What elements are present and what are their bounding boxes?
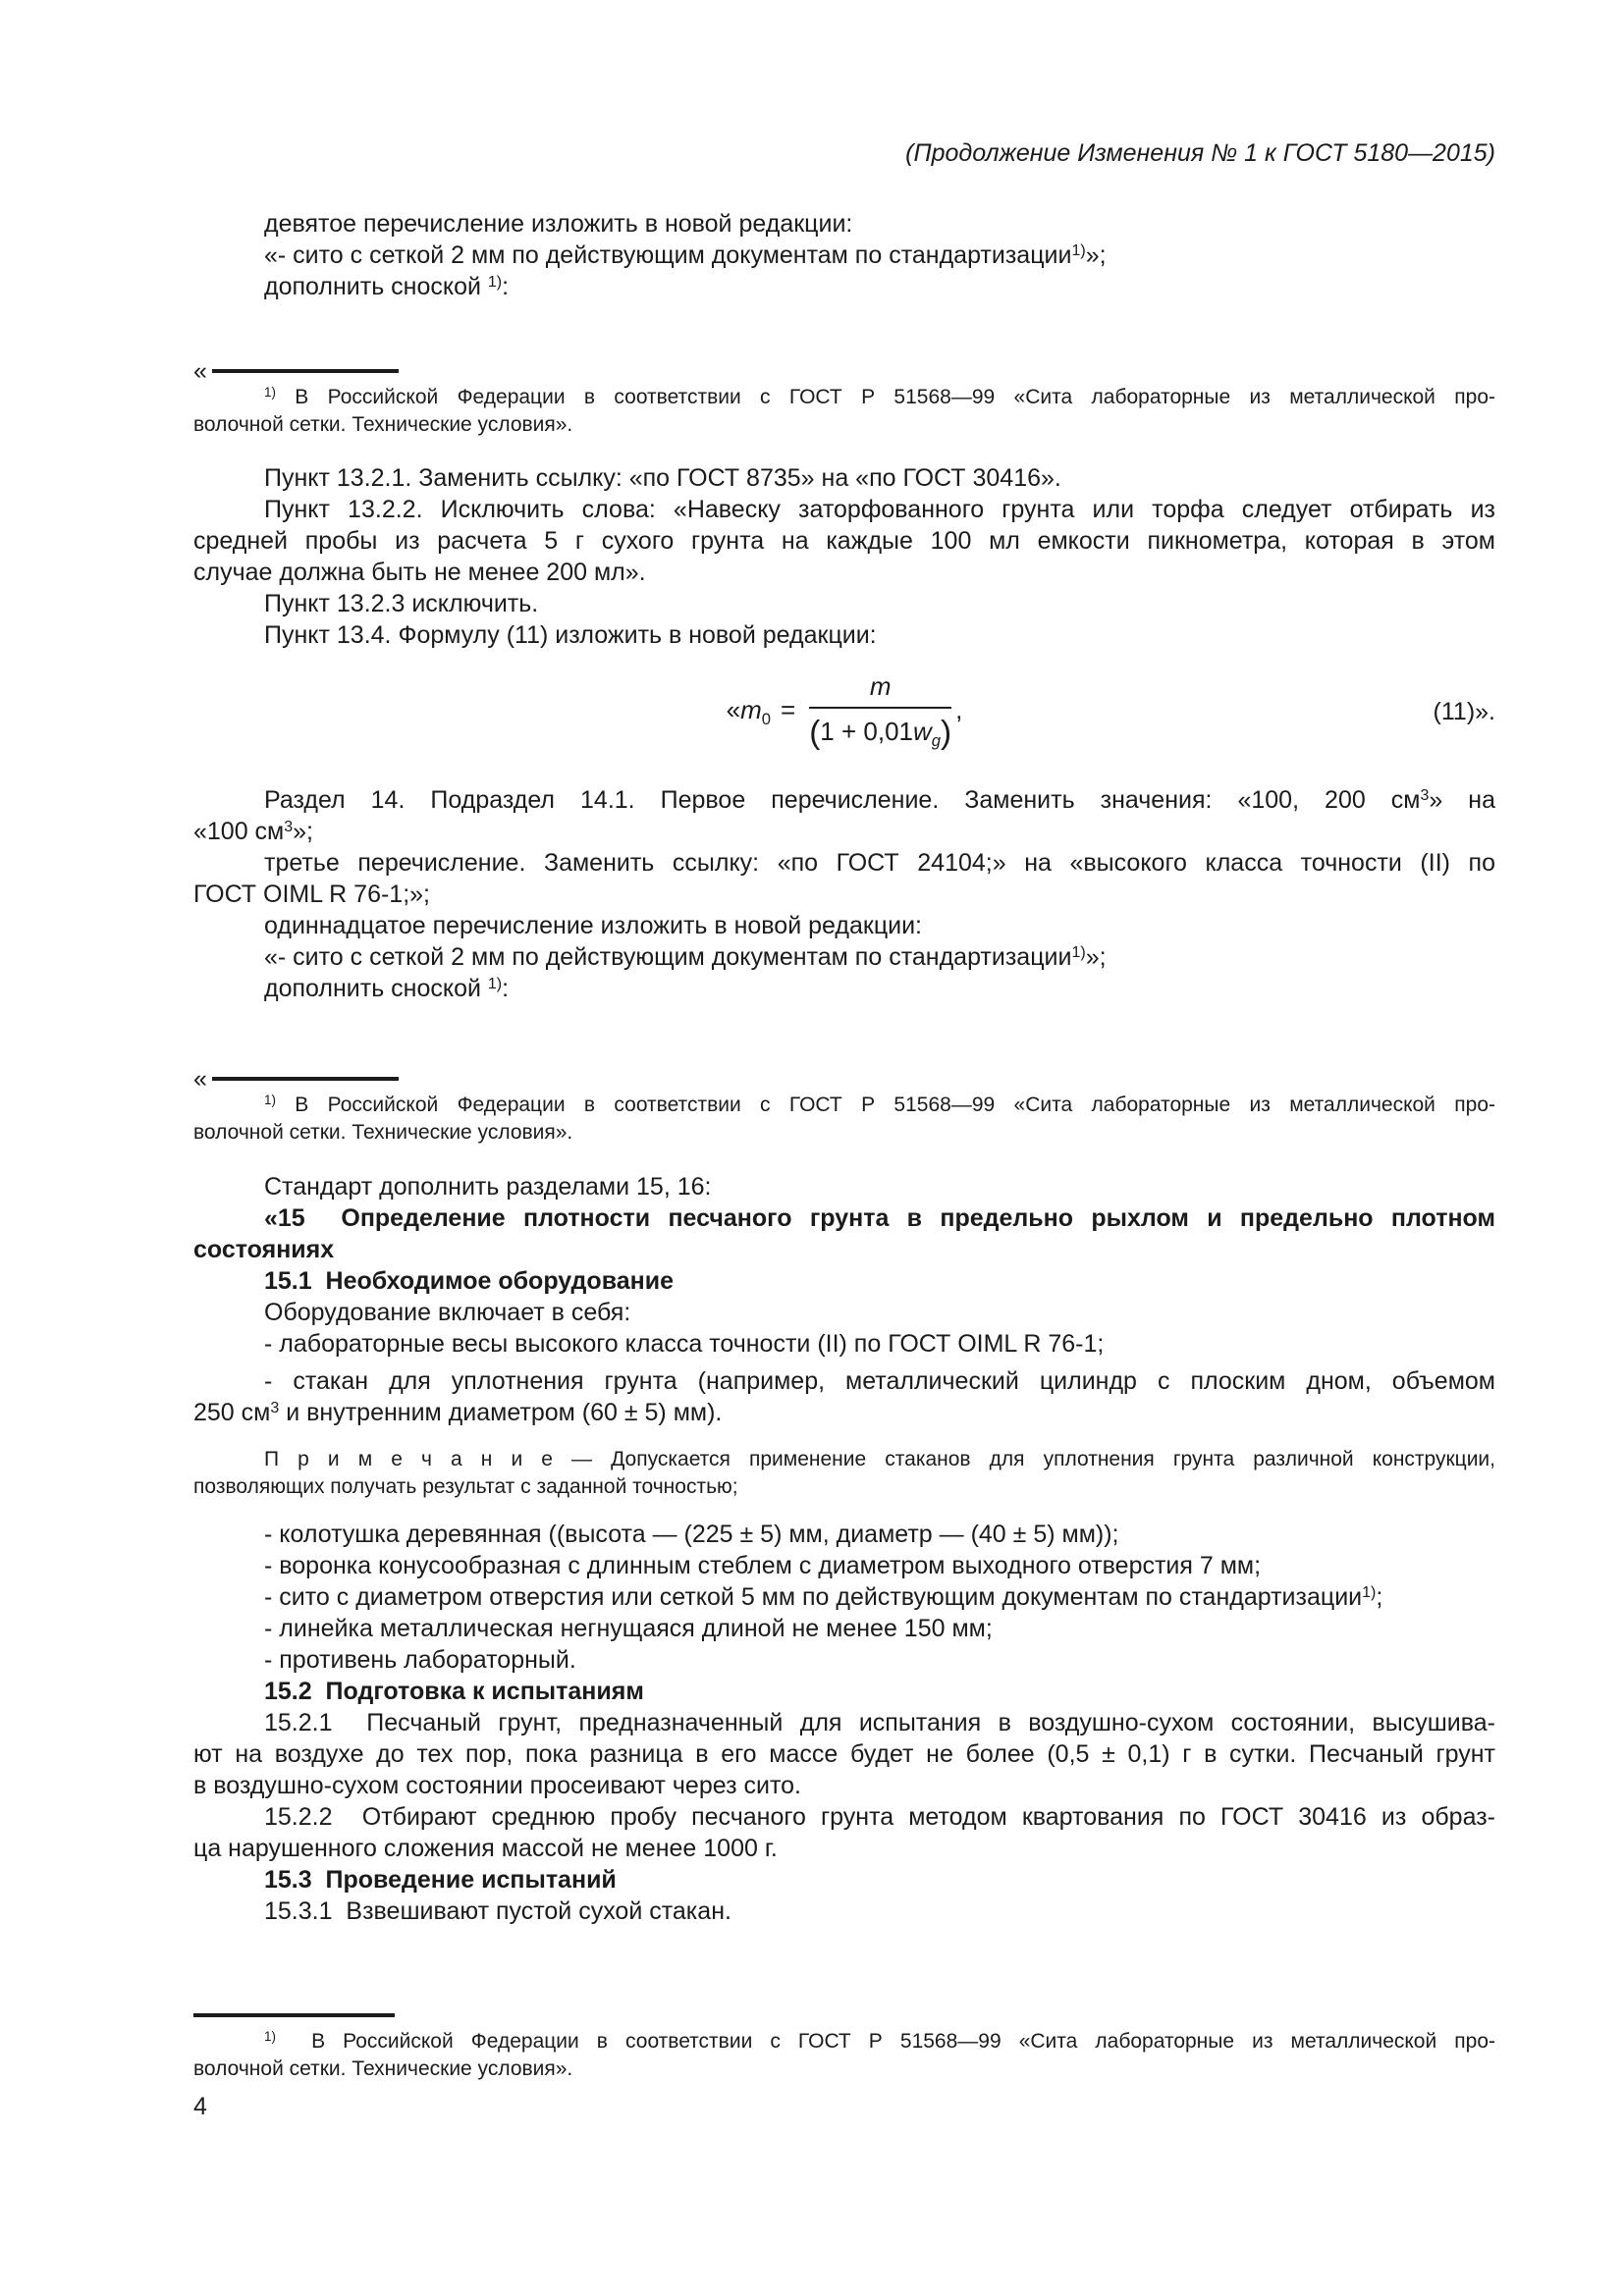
text-line: средней пробы из расчета 5 г сухого грунта на каждые 100 мл емкости пикнометра, которая в этом xyxy=(193,527,1495,555)
text-segment: В Российской Федерации в соответствии с ГОСТ Р 51568—99 «Сита лабораторные из металлической про- xyxy=(275,2030,1495,2053)
text-line: ют на воздухе до тех пор, пока разница в его массе будет не более (0,5 ± 0,1) г в сутки. Песчаный грунт xyxy=(193,1740,1495,1768)
paragraph xyxy=(193,784,1495,816)
formula-subscript-var: g xyxy=(931,730,942,750)
paragraph xyxy=(193,271,1495,302)
list-item: - линейка металлическая негнущаяся длиной не менее 150 мм; xyxy=(264,1615,993,1642)
subsection-heading: 15.2 Подготовка к испытаниям xyxy=(264,1678,644,1705)
text-segment: Раздел 14. Подраздел 14.1. Первое перечисление. Заменить значения: «100, 200 см xyxy=(264,786,1421,814)
footnote-text: волочной сетки. Технические условия». xyxy=(193,413,573,436)
fraction xyxy=(809,670,951,753)
paragraph xyxy=(193,1801,1495,1864)
footnote-ref: 1) xyxy=(1071,241,1086,259)
paragraph xyxy=(193,847,1495,910)
superscript: 3 xyxy=(270,1399,280,1416)
running-header: (Продолжение Изменения № 1 к ГОСТ 5180—2015) xyxy=(905,139,1495,167)
paragraph: Оборудование включает в себя: xyxy=(264,1299,631,1326)
text-line: позволяющих получать результат с заданной точностью; xyxy=(193,1475,738,1498)
paragraph: Пункт 13.2.3 исключить. xyxy=(264,590,539,617)
superscript: 3 xyxy=(1420,786,1430,804)
list-item: - колотушка деревянная ((высота — (225 ± 5) мм, диаметр — (40 ± 5) мм)); xyxy=(264,1521,1119,1548)
text-line: третье перечисление. Заменить ссылку: «по ГОСТ 24104;» на «высокого класса точности (II) по xyxy=(264,849,1495,877)
footnote-text xyxy=(193,2028,1495,2056)
text-segment: дополнить сноской xyxy=(264,273,488,300)
text-segment: «- сито с сеткой 2 мм по действующим документам по стандартизации xyxy=(264,943,1072,971)
footnote-block-3 xyxy=(193,2002,1495,2083)
footnote-ref: 1) xyxy=(1362,1583,1377,1601)
text-segment: ; xyxy=(1376,1583,1383,1611)
footnote-ref: 1) xyxy=(487,273,503,291)
formula-variable: w xyxy=(913,716,932,746)
text-column xyxy=(193,0,1495,2122)
formula-body xyxy=(193,670,1495,753)
separator-line xyxy=(212,369,399,373)
subsection-heading: 15.3 Проведение испытаний xyxy=(264,1866,617,1894)
text-segment: «- сито с сеткой 2 мм по действующим документам по стандартизации xyxy=(264,241,1072,269)
paragraph: девятое перечисление изложить в новой редакции: xyxy=(264,210,853,238)
fraction-denominator xyxy=(809,708,951,753)
formula-variable: m xyxy=(740,694,762,724)
formula-subscript xyxy=(932,731,941,750)
footnote-text: волочной сетки. Технические условия». xyxy=(193,2057,573,2080)
superscript: 3 xyxy=(284,818,294,835)
equation-number: (11)». xyxy=(1433,698,1495,725)
text-line: Пункт 13.2.2. Исключить слова: «Навеску заторфованного грунта или торфа следует отбирать из xyxy=(264,496,1495,523)
text-segment: »; xyxy=(1085,241,1107,269)
text-segment: , xyxy=(955,694,963,724)
text-segment: « xyxy=(726,694,741,724)
text-segment: В Российской Федерации в соответствии с ГОСТ Р 51568—99 «Сита лабораторные из металлической про- xyxy=(275,1094,1495,1116)
footnote-block-2 xyxy=(193,1066,1495,1147)
separator-line xyxy=(193,2013,395,2017)
footnote-ref: 1) xyxy=(264,1093,276,1108)
list-item: - лабораторные весы высокого класса точности (II) по ГОСТ OIML R 76-1; xyxy=(264,1330,1105,1358)
paragraph xyxy=(193,494,1495,588)
text-line: 15.2.1 Песчаный грунт, предназначенный для испытания в воздушно-сухом состоянии, высушива- xyxy=(264,1709,1495,1736)
text-segment: 1 + 0,01 xyxy=(820,716,913,746)
formula-variable: m xyxy=(869,670,892,701)
text-segment: : xyxy=(502,975,510,1002)
equals-sign: = xyxy=(781,694,796,724)
text-segment: 250 см xyxy=(193,1399,271,1426)
paragraph xyxy=(193,1707,1495,1801)
footnote-separator xyxy=(193,2002,1495,2028)
footnote-ref: 1) xyxy=(487,975,503,992)
paragraph xyxy=(193,240,1495,271)
page-number: 4 xyxy=(193,2093,207,2120)
text-segment: » на xyxy=(1429,786,1495,814)
text-segment: »; xyxy=(293,818,314,845)
list-item: - воронка конусообразная с длинным стеблем с диаметром выходного отверстия 7 мм; xyxy=(264,1552,1262,1579)
text-line: «15 Определение плотности песчаного грунта в предельно рыхлом и предельно плотном xyxy=(264,1204,1495,1232)
list-item xyxy=(193,1581,1495,1613)
footnote-ref: 1) xyxy=(264,385,276,400)
section-heading xyxy=(193,1202,1495,1265)
paren-close: ) xyxy=(941,714,952,751)
paragraph xyxy=(193,973,1495,1004)
list-item xyxy=(193,1365,1495,1428)
formula-subscript: 0 xyxy=(761,710,772,729)
list-item: - противень лабораторный. xyxy=(264,1646,576,1674)
paragraph: Пункт 13.2.1. Заменить ссылку: «по ГОСТ 8735» на «по ГОСТ 30416». xyxy=(264,464,1061,492)
text-segment: : xyxy=(502,273,510,300)
paragraph: Пункт 13.4. Формулу (11) изложить в новой редакции: xyxy=(264,621,877,649)
text-segment: и внутренним диаметром (60 ± 5) мм). xyxy=(279,1399,723,1426)
footnote-text xyxy=(193,384,1495,411)
footnote-separator xyxy=(193,1066,1495,1092)
text-segment: дополнить сноской xyxy=(264,975,488,1002)
footnote-ref: 1) xyxy=(1071,943,1086,961)
section14-block xyxy=(193,784,1495,1004)
text-segment: »; xyxy=(1085,943,1107,971)
note-paragraph xyxy=(193,1446,1495,1501)
text-line: ГОСТ OIML R 76-1;»; xyxy=(193,881,430,908)
text-segment: - сито с диаметром отверстия или сеткой 5 мм по действующим документам по стандартизации xyxy=(264,1583,1363,1611)
open-quote: « xyxy=(193,357,207,385)
paragraph: Стандарт дополнить разделами 15, 16: xyxy=(264,1173,712,1201)
intro-block xyxy=(193,208,1495,302)
formula-block xyxy=(193,663,1495,761)
fraction-numerator xyxy=(809,670,951,709)
paragraph: одиннадцатое перечисление изложить в новой редакции: xyxy=(264,912,923,939)
clause13-block xyxy=(193,462,1495,651)
separator-line xyxy=(212,1077,399,1081)
text-segment: В Российской Федерации в соответствии с ГОСТ Р 51568—99 «Сита лабораторные из металлической про- xyxy=(275,386,1495,408)
open-quote: « xyxy=(193,1065,207,1093)
text-segment: «100 см xyxy=(193,818,285,845)
text-line: П р и м е ч а н и е — Допускается применение стаканов для уплотнения грунта различной конструкции, xyxy=(264,1448,1495,1470)
footnote-text xyxy=(193,1092,1495,1119)
section15-block xyxy=(193,1171,1495,1927)
text-line: - стакан для уплотнения грунта (например, металлический цилиндр с плоским дном, объемом xyxy=(264,1367,1495,1395)
footnote-separator xyxy=(193,358,1495,384)
text-line: случае должна быть не менее 200 мл». xyxy=(193,559,646,586)
text-line: 15.2.2 Отбирают среднюю пробу песчаного грунта методом квартования по ГОСТ 30416 из образ- xyxy=(264,1803,1495,1831)
paragraph: 15.3.1 Взвешивают пустой сухой стакан. xyxy=(264,1897,731,1925)
footnote-block-1 xyxy=(193,358,1495,439)
text-line: в воздушно-сухом состоянии просеивают через сито. xyxy=(193,1772,801,1799)
text-line: состояниях xyxy=(193,1236,335,1263)
paragraph xyxy=(193,941,1495,973)
footnote-ref: 1) xyxy=(264,2029,276,2045)
footnote-text: волочной сетки. Технические условия». xyxy=(193,1121,573,1144)
paren-open: ( xyxy=(809,714,821,751)
paragraph xyxy=(193,816,1495,847)
subsection-heading: 15.1 Необходимое оборудование xyxy=(264,1267,675,1295)
text-line: ца нарушенного сложения массой не менее 1000 г. xyxy=(193,1835,778,1862)
text-line xyxy=(193,1397,1495,1428)
